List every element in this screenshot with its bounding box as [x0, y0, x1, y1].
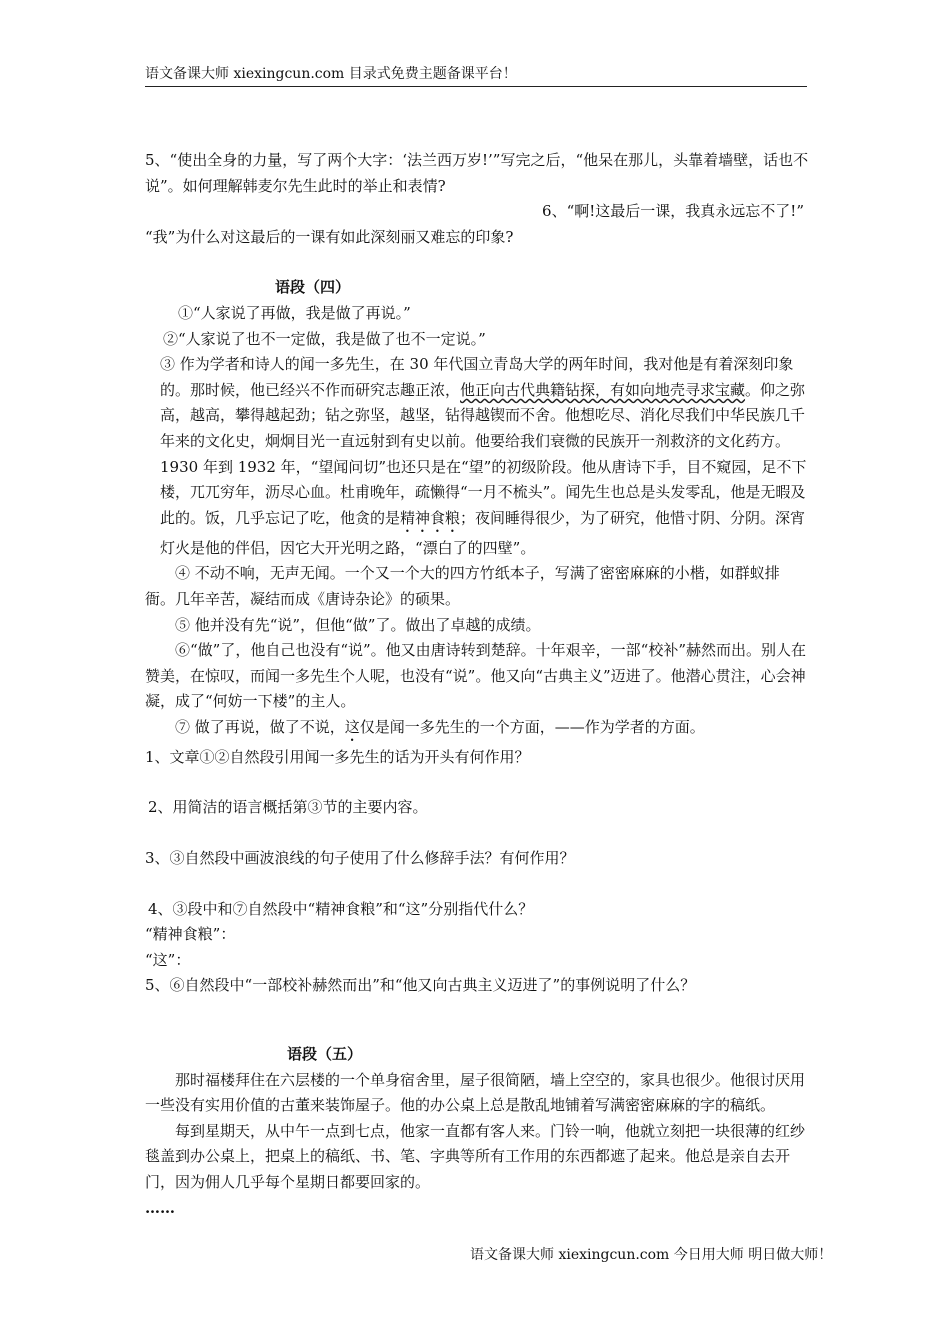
para-3-text-a: ③ 作为学者和诗人的闻一多先生，在 30 年代国立青岛大学的两年时间，我对他是有着深刻印象的。那时候，他已经兴不作而研究志趣正浓，: [160, 355, 794, 399]
ellipsis: ……: [145, 1198, 175, 1217]
section-4-question-2: 2、用简洁的语言概括第③节的主要内容。: [148, 798, 428, 817]
section-4-title: 语段（四）: [275, 278, 351, 297]
document-body: [145, 148, 809, 1221]
para-7-text-b: 仅是闻一多先生的一个方面，——作为学者的方面。: [359, 717, 705, 736]
dotted-term-this: 这: [344, 717, 360, 736]
answer-label-this: “这”：: [145, 950, 191, 969]
para-7-text-a: ⑦ 做了再说，做了不说，: [175, 717, 345, 736]
dotted-term-spiritual-food: 精神食粮: [400, 508, 461, 527]
para-3-text-b: 。仰之弥高，越高，攀得越起劲；钻之弥坚，越坚，钻得越锲而不舍。他想吃尽、消化尽我们中华民族几千年来的文化史，炯炯目光一直远射到有史以前。他要给我们衰微的民族开一剂救济的文化药方。1930 年到 1932 年，“望闻问切”也还只是在“望”的初级阶段。他从唐诗下手，目不窥园，足不下楼，兀兀穷年，沥尽心血。杜甫晚年，疏懒得“一月不梳头”。闻先生也总是头发零乱，他是无暇及此的。饭，几乎忘记了吃，他贪的是: [160, 380, 807, 527]
section-4-question-1: 1、文章①②自然段引用闻一多先生的话为开头有何作用？: [145, 747, 530, 766]
section-4-para-7: [145, 715, 809, 745]
prev-question-6: “我”为什么对这最后的一课有如此深刻丽又难忘的印象?: [145, 227, 514, 246]
section-4-question-4: 4、③段中和⑦自然段中“精神食粮”和“这”分别指代什么？: [148, 899, 534, 918]
section-4-question-5: 5、⑥自然段中“一部校补赫然而出”和“他又向古典主义迈进了”的事例说明了什么？: [145, 976, 696, 995]
wavy-underlined-sentence: 他正向古代典籍钻探，有如向地壳寻求宝藏: [460, 380, 746, 399]
section-5-title: 语段（五）: [287, 1045, 363, 1064]
section-4-para-1: ①“人家说了再做，我是做了再说。”: [178, 303, 411, 322]
prev-question-5: 5、“使出全身的力量，写了两个大字：‘法兰西万岁!’”写完之后，“他呆在那儿，头靠着墙壁，话也不说”。如何理解韩麦尔先生此时的举止和表情?: [145, 151, 809, 195]
page-header: 语文备课大师 xiexingcun.com 目录式免费主题备课平台！: [145, 64, 807, 87]
section-4-para-6: ⑥“做”了，他自己也没有“说”。他又由唐诗转到楚辞。十年艰辛，一部“校补”赫然而出。别人在赞美，在惊叹，而闻一多先生个人呢，也没有“说”。他又向“古典主义”迈进了。他潜心贯注，心会神凝，成了“何妨一下楼”的主人。: [145, 641, 807, 711]
section-4-para-2: ②“人家说了也不一定做，我是做了也不一定说。”: [163, 329, 486, 348]
section-4-para-4: ④ 不动不响，无声无闻。一个又一个大的四方竹纸本子，写满了密密麻麻的小楷，如群蚁排衙。几年辛苦，凝结而成《唐诗杂论》的硕果。: [145, 564, 780, 608]
page-footer: 语文备课大师 xiexingcun.com 今日用大师 明日做大师！: [470, 1247, 833, 1263]
section-4-para-3: [145, 352, 809, 561]
para-3-text-c: ；夜间睡得很少，为了研究，他惜寸阴、分阴。深宵灯火是他的伴侣，因它大开光明之路，“漂白了的四壁”。: [160, 508, 806, 557]
prev-question-6-quote: 6、“啊!这最后一课，我真永远忘不了!”: [542, 202, 804, 221]
section-5-para-1: 那时福楼拜住在六层楼的一个单身宿舍里，屋子很简陋，墙上空空的，家具也很少。他很讨厌用一些没有实用价值的古董来装饰屋子。他的办公桌上总是散乱地铺着写满密密麻麻的字的稿纸。: [145, 1070, 806, 1115]
section-4-para-5: ⑤ 他并没有先“说”，但他“做”了。做出了卓越的成绩。: [175, 615, 541, 634]
answer-label-spiritual-food: “精神食粮”：: [145, 925, 236, 944]
section-4-question-3: 3、③自然段中画波浪线的句子使用了什么修辞手法？有何作用？: [145, 849, 575, 868]
section-5-para-2: 每到星期天，从中午一点到七点，他家一直都有客人来。门铃一响，他就立刻把一块很薄的红纱毯盖到办公桌上，把桌上的稿纸、书、笔、字典等所有工作用的东西都遮了起来。他总是亲自去开门，因为佣人几乎每个星期日都要回家的。: [145, 1121, 806, 1191]
